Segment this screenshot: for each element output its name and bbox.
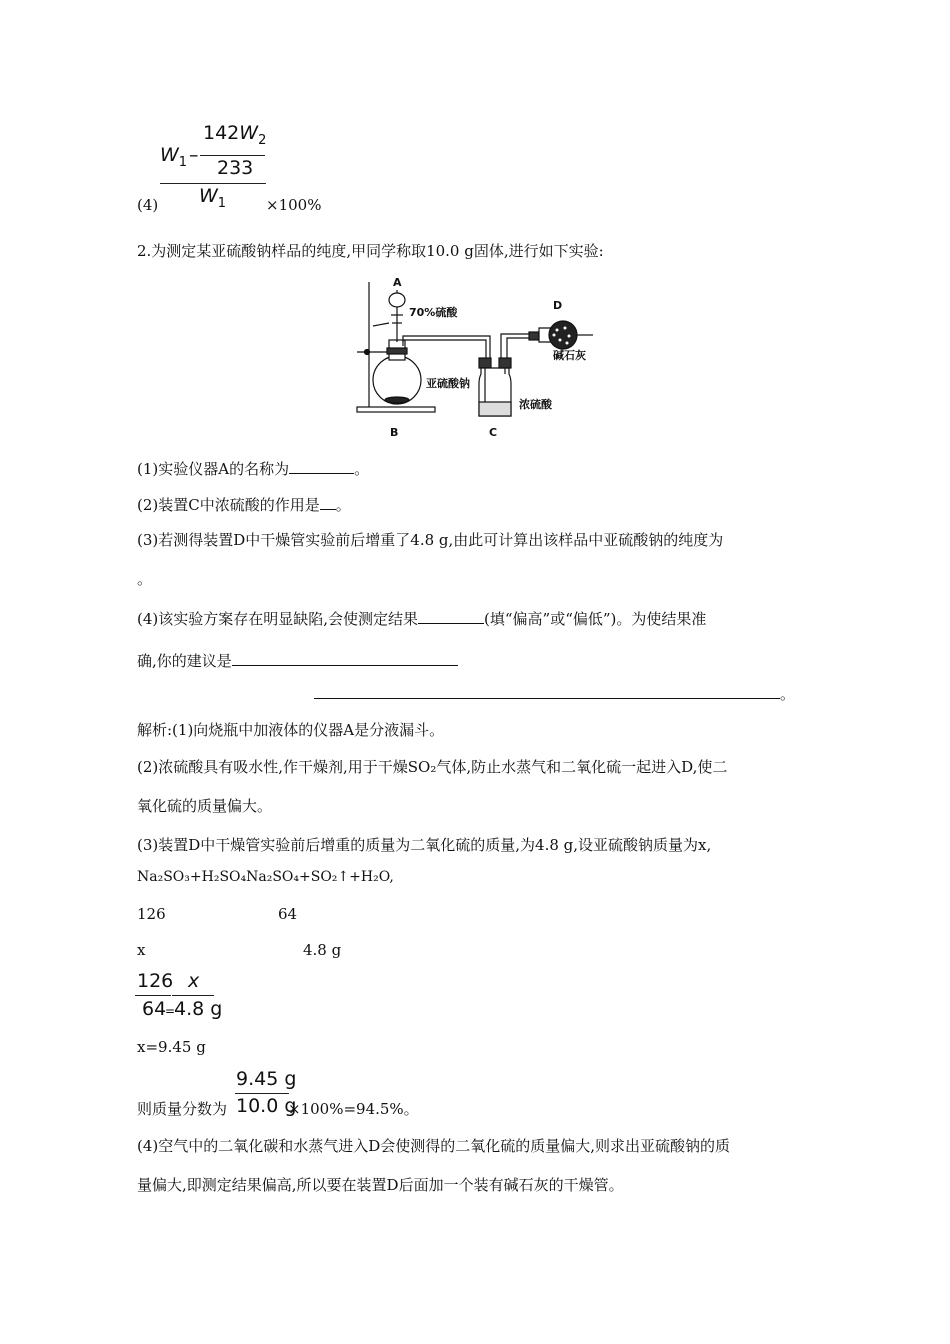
pct-suffix: ×100%=94.5%。 (288, 1100, 419, 1118)
question-2: (2)装置C中浓硫酸的作用是 。 (137, 496, 351, 514)
formula-num-top: $142W_2$ (203, 122, 267, 148)
formula-main-fraction-line (160, 183, 266, 184)
mass-126: 126 (137, 905, 166, 923)
blank-4a[interactable] (418, 608, 484, 624)
prop-line1 (135, 995, 171, 996)
analysis-4-line2: 量偏大,即测定结果偏高,所以要在装置D后面加一个装有碱石灰的干燥管。 (137, 1176, 624, 1194)
analysis-2-line1: (2)浓硫酸具有吸水性,作干燥剂,用于干燥SO₂气体,防止水蒸气和二氧化硫一起进入D,使二 (137, 758, 728, 776)
label-conc: 浓硫酸 (519, 398, 552, 411)
analysis-3-line1: (3)装置D中干燥管实验前后增重的质量为二氧化硫的质量,为4.8 g,设亚硫酸钠质量为x, (137, 836, 712, 854)
mass-64: 64 (278, 905, 298, 923)
label-D: D (553, 299, 563, 312)
question-1: (1)实验仪器A的名称为 。 (137, 460, 370, 478)
question-3-line2: 。 (137, 570, 153, 588)
question-4-line1: (4)该实验方案存在明显缺陷,会使测定结果 (填“偏高”或“偏低”)。为使结果准 (137, 610, 707, 628)
analysis-2-line2: 氧化硫的质量偏大。 (137, 797, 273, 815)
label-sulfite: 亚硫酸钠 (426, 377, 470, 390)
formula-inner-fraction-line (200, 155, 265, 156)
analysis-4-line1: (4)空气中的二氧化碳和水蒸气进入D会使测得的二氧化硫的质量偏大,则求出亚硫酸钠的质 (137, 1137, 731, 1155)
question-4-line3: 。 (314, 683, 795, 704)
formula-w1: $W_1$ (160, 144, 188, 170)
formula-den: $W_1$ (199, 185, 227, 211)
label-A: A (393, 276, 402, 289)
label-C: C (489, 426, 498, 439)
prop-num1: 126 (137, 970, 174, 992)
mass-4-8: 4.8 g (303, 941, 342, 959)
prop-line2 (172, 995, 214, 996)
question-3-line1: (3)若测得装置D中干燥管实验前后增重了4.8 g,由此可计算出该样品中亚硫酸钠的纯度为 (137, 531, 724, 549)
blank-4b[interactable] (232, 650, 458, 666)
label-B: B (390, 426, 399, 439)
question-4-line2: 确,你的建议是 (137, 650, 458, 671)
label-acid: 70%硫酸 (409, 306, 458, 319)
formula-label: (4) (137, 196, 159, 214)
x-result: x=9.45 g (137, 1038, 206, 1056)
formula-minus: – (189, 144, 199, 166)
blank-2[interactable] (320, 494, 336, 510)
prop-eq: = (165, 1004, 176, 1018)
analysis-1: 解析:(1)向烧瓶中加液体的仪器A是分液漏斗。 (137, 721, 445, 739)
label-soda: 碱石灰 (553, 349, 586, 362)
question-intro: 2.为测定某亚硫酸钠样品的纯度,甲同学称取10.0 g固体,进行如下实验: (137, 242, 604, 260)
prop-den1: 64 (142, 998, 167, 1020)
formula-num-den: 233 (217, 157, 254, 179)
pct-line (235, 1093, 289, 1094)
pct-den: 10.0 g (236, 1095, 297, 1117)
blank-1[interactable] (289, 458, 354, 474)
formula-tail: ×100% (266, 196, 322, 214)
prop-den2: 4.8 g (174, 998, 223, 1020)
pct-num: 9.45 g (236, 1068, 297, 1090)
prop-num2: x (188, 970, 200, 992)
blank-4c[interactable] (314, 683, 780, 699)
var-x: x (137, 941, 146, 959)
chemical-equation: Na₂SO₃+H₂SO₄Na₂SO₄+SO₂↑+H₂O, (137, 869, 394, 885)
apparatus-diagram (355, 274, 600, 444)
pct-prefix: 则质量分数为 (137, 1100, 228, 1118)
